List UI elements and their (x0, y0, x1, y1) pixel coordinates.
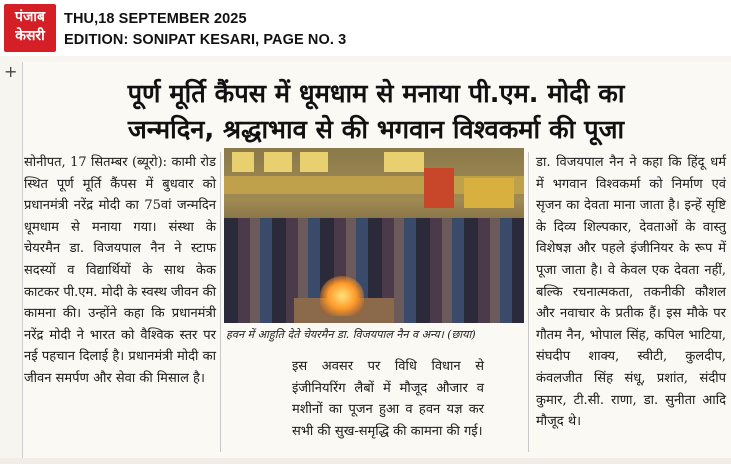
punjab-kesari-logo (4, 4, 56, 52)
lab-machine (464, 178, 514, 208)
publication-date: THU,18 SEPTEMBER 2025 (64, 11, 247, 27)
column-divider (220, 152, 221, 452)
havan-fire (320, 276, 364, 316)
article-headline (26, 76, 726, 148)
edition-page: EDITION: SONIPAT KESARI, PAGE NO. 3 (64, 32, 347, 48)
lab-machine (424, 168, 454, 208)
page-bottom-edge (0, 458, 731, 464)
lab-sign (384, 152, 424, 172)
crosshair-icon: + (4, 62, 18, 81)
headline-line-2: जन्मदिन, श्रद्धाभाव से की भगवान विश्वकर्मा की पूजा (127, 115, 625, 145)
lab-sign (232, 152, 254, 172)
column-divider (528, 152, 529, 452)
edition-info (64, 9, 346, 51)
article-photo (224, 148, 524, 323)
lab-sign (300, 152, 328, 172)
photo-caption: हवन में आहुति देते चेयरमैन डा. विजयपाल नैन व अन्य। (छाया) (226, 328, 476, 341)
clipping-header (0, 0, 731, 56)
article-right-column: डा. विजयपाल नैन ने कहा कि हिंदू धर्म में भगवान विश्वकर्मा को निर्माण एवं सृजन का देवता माना जाता है। इन्हें सृष्टि के दिव्य शिल्पकार, देवताओं के वास्तु विशेषज्ञ और पहले इंजीनियर के रूप में पूजा जाता है। वे केवल एक देवता नहीं, बल्कि रचनात्मकता, तकनीकी कौशल और नवाचार के प्रतीक हैं। इस मौके पर गौतम नैन, भोपाल सिंह, कपिल भाटिया, संघदीप शाक्य, स्वीटी, कुलदीप, कंवलजीत सिंह संधू, प्रशांत, संदीप कुमार, टी.सी. राणा, डा. सुनीता आदि मौजूद थे। (536, 155, 726, 430)
article-left-column: सोनीपत, 17 सितम्बर (ब्यूरो): कामी रोड स्थित पूर्ण मूर्ति कैंपस में बुधवार को प्रधानमंत्री नरेंद्र मोदी का 75वां जन्मदिन धूमधाम से मनाया गया। संस्था के चेयरमैन डा. विजयपाल नैन ने स्टाफ सदस्यों व विद्यार्थियों के साथ केक काटकर पी.एम. मोदी के स्वस्थ जीवन की कामना की। उन्होंने कहा कि प्रधानमंत्री नरेंद्र मोदी ने भारत को वैश्विक स्तर पर नई पहचान दिलाई है। प्रधानमंत्री मोदी का जीवन समर्पण और सेवा की मिसाल है। (24, 155, 216, 386)
logo-line-2: केसरी (15, 28, 45, 44)
logo-line-1: पंजाब (15, 9, 45, 25)
article-middle-column: इस अवसर पर विधि विधान से इंजीनियरिंग लैबों में मौजूद औजार व मशीनों का पूजन हुआ व हवन यज्ञ कर सभी की सुख-समृद्धि की कामना की गई। (292, 359, 484, 439)
headline-line-1: पूर्ण मूर्ति कैंपस में धूमधाम से मनाया पी.एम. मोदी का (127, 79, 625, 109)
lab-sign (264, 152, 292, 172)
